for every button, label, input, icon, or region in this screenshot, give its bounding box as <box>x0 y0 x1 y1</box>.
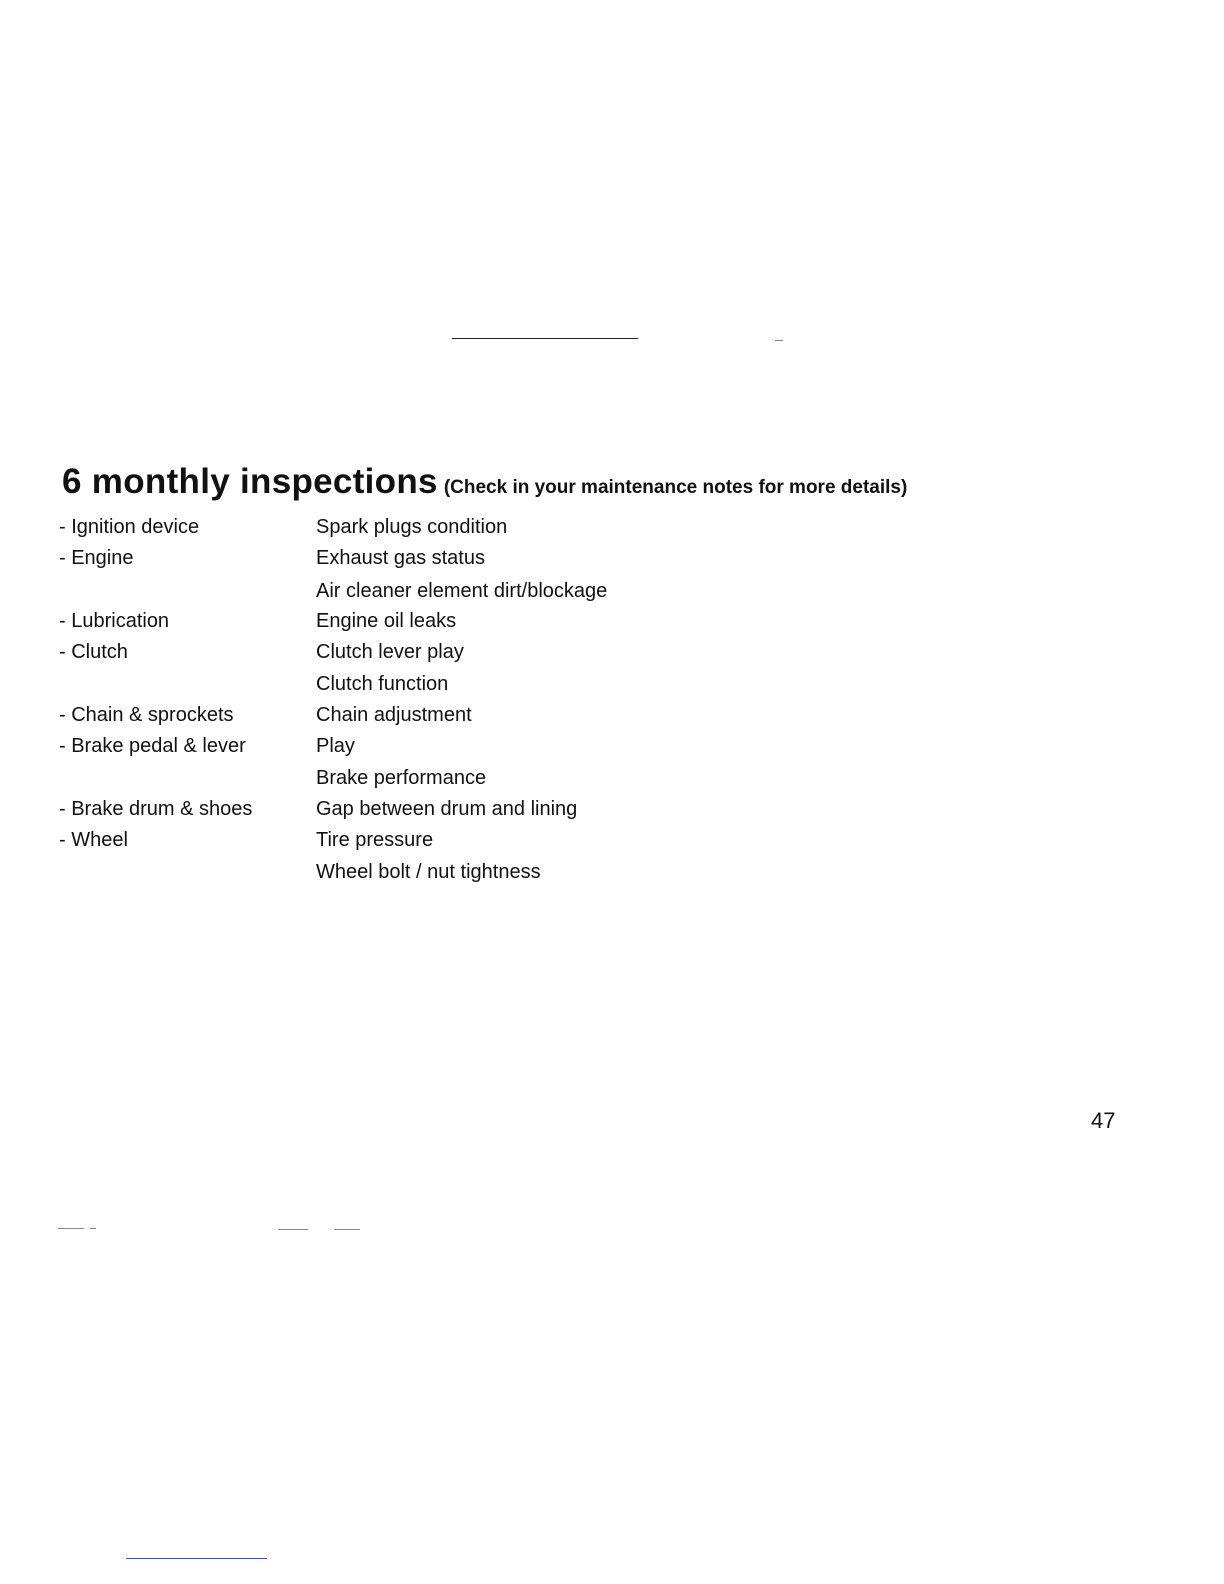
category-label: - Brake pedal & lever <box>59 735 246 757</box>
page-number: 47 <box>1091 1108 1116 1133</box>
inspection-item: Play <box>316 735 355 757</box>
inspection-item: Wheel bolt / nut tightness <box>316 861 541 883</box>
inspection-item: Exhaust gas status <box>316 547 485 569</box>
category-label: - Engine <box>59 547 134 569</box>
category-label: - Lubrication <box>59 610 170 632</box>
bottom-blue-rule <box>126 1558 267 1559</box>
top-rule <box>452 338 638 339</box>
inspection-item: Engine oil leaks <box>316 610 457 632</box>
inspection-item: Gap between drum and lining <box>316 798 578 820</box>
category-label: - Chain & sprockets <box>59 704 234 726</box>
section-heading <box>62 462 907 502</box>
bottom-rule-mark-left <box>58 1228 84 1229</box>
inspection-item: Air cleaner element dirt/blockage <box>316 580 608 602</box>
category-label: - Wheel <box>59 829 128 851</box>
bottom-rule-mark-mid-dots <box>334 1229 360 1230</box>
category-label: - Brake drum & shoes <box>59 798 253 820</box>
category-label: - Ignition device <box>59 516 200 538</box>
bottom-rule-mark-left-dot <box>90 1228 96 1229</box>
bottom-rule-mark-mid <box>278 1229 308 1230</box>
heading-title: 6 monthly inspections <box>62 462 438 501</box>
inspection-item: Spark plugs condition <box>316 516 508 538</box>
inspection-item: Clutch function <box>316 673 449 695</box>
inspection-item: Chain adjustment <box>316 704 472 726</box>
inspection-item: Tire pressure <box>316 829 434 851</box>
inspection-item: Brake performance <box>316 767 487 789</box>
category-label: - Clutch <box>59 641 128 663</box>
heading-note: (Check in your maintenance notes for more details) <box>443 477 908 498</box>
top-rule-mark <box>775 340 783 341</box>
inspection-item: Clutch lever play <box>316 641 464 663</box>
